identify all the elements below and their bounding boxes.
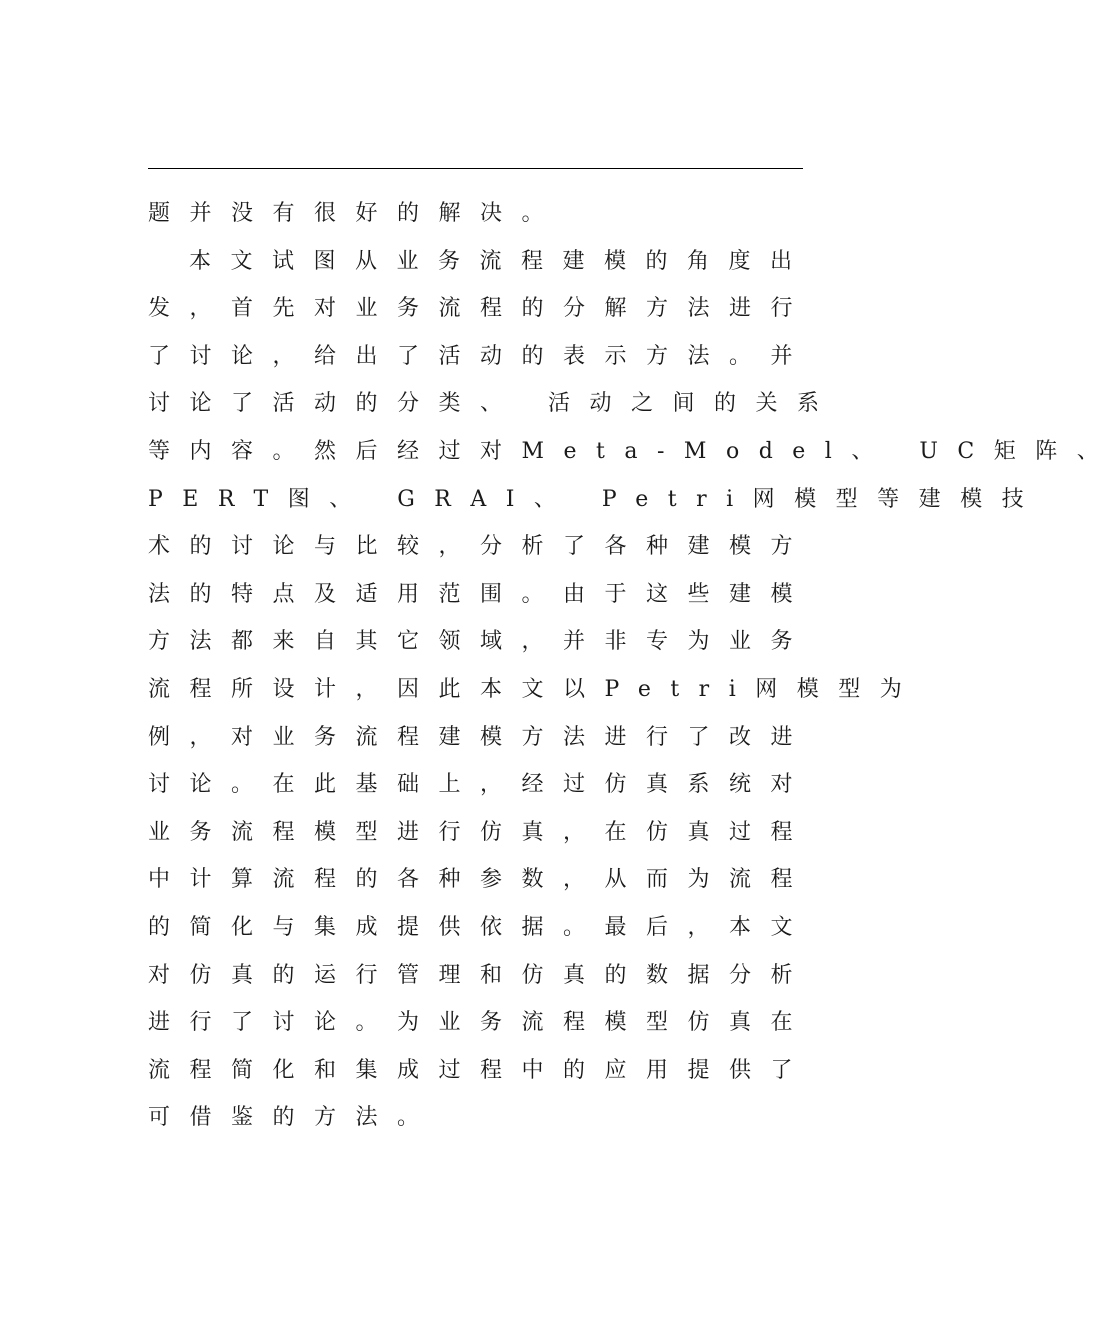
text-line: 进行了讨论。为业务流程模型仿真在 xyxy=(148,1010,813,1036)
paragraph-first-line: 本文试图从业务流程建模的角度出 xyxy=(189,248,812,274)
text-line: 题并没有很好的解决。 xyxy=(148,201,564,226)
text-line: 方法都来自其它领域，并非专为业务 xyxy=(148,629,813,655)
text-line: 法的特点及适用范围。由于这些建模 xyxy=(148,581,813,607)
text-line: 流程所设计，因此本文以Petri网模型为 xyxy=(148,676,922,702)
text-line: 讨论了活动的分类、 活动之间的关系 xyxy=(148,391,839,417)
text-line: 的简化与集成提供依据。最后，本文 xyxy=(148,914,813,940)
text-line: 中计算流程的各种参数，从而为流程 xyxy=(148,867,813,893)
text-line: 可借鉴的方法。 xyxy=(148,1105,439,1131)
text-line: 讨论。在此基础上，经过仿真系统对 xyxy=(148,772,813,798)
text-line: 对仿真的运行管理和仿真的数据分析 xyxy=(148,962,813,988)
text-line: PERT图、 GRAI、 Petri网模型等建模技 xyxy=(148,486,1044,512)
text-line: 术的讨论与比较，分析了各种建模方 xyxy=(148,534,813,560)
text-line: 业务流程模型进行仿真，在仿真过程 xyxy=(148,819,813,845)
header-rule xyxy=(148,168,803,169)
text-line: 例，对业务流程建模方法进行了改进 xyxy=(148,724,813,750)
text-line: 了讨论，给出了活动的表示方法。并 xyxy=(148,343,813,369)
text-line: 等内容。然后经过对Meta-Model、 UC矩阵、 xyxy=(148,438,1118,464)
text-line: 流程简化和集成过程中的应用提供了 xyxy=(148,1057,813,1083)
text-line: 发，首先对业务流程的分解方法进行 xyxy=(148,296,813,322)
body-text xyxy=(148,190,1118,1142)
